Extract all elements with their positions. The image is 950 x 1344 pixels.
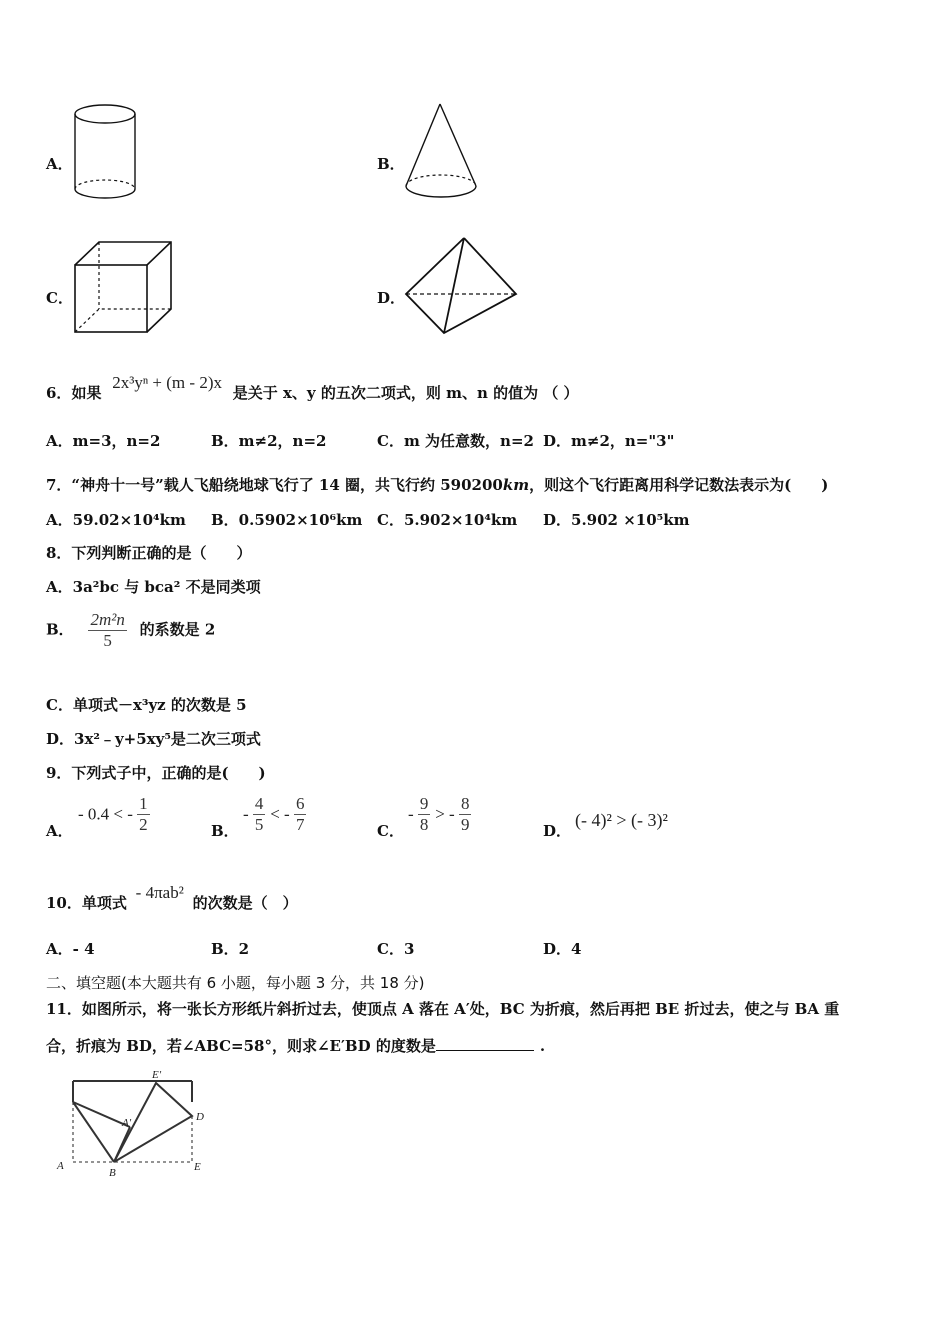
question-7-text-a: 7．“神舟十一号”载人飞船绕地球飞行了 14 圈，共飞行约 590200 bbox=[46, 476, 503, 494]
question-6-option-a: A．m=3，n=2 bbox=[46, 432, 161, 450]
folded-rectangle-figure bbox=[56, 1066, 216, 1178]
question-10-option-a: A．- 4 bbox=[46, 940, 95, 958]
question-6-stem bbox=[46, 373, 579, 403]
question-8-stem: 8．下列判断正确的是（ ） bbox=[46, 544, 252, 562]
question-9-stem: 9．下列式子中，正确的是( ) bbox=[46, 764, 266, 782]
question-9-option-b-label: B． bbox=[211, 822, 239, 840]
question-9-option-d-label: D． bbox=[543, 822, 572, 840]
question-11-line-2 bbox=[46, 1035, 545, 1056]
question-9-option-a-expression: - 0.4 < - $\frac{1}{2}$ bbox=[78, 794, 148, 834]
question-8-option-c: C．单项式－x³yz 的次数是 5 bbox=[46, 696, 247, 714]
question-9-option-a-label: A． bbox=[46, 822, 73, 840]
q5-option-b-label: B． bbox=[377, 155, 405, 173]
question-7-option-b: B．0.5902×10⁶km bbox=[211, 511, 363, 529]
question-6-pre: 如果 bbox=[71, 384, 102, 402]
question-6-option-b: B．m≠2，n=2 bbox=[211, 432, 327, 450]
question-7-unit: km bbox=[502, 476, 530, 494]
question-8-option-d: D．3x²﹣y+5xy⁵是二次三项式 bbox=[46, 730, 261, 748]
question-8-option-b bbox=[46, 610, 215, 651]
figure-label-e-prime: E′ bbox=[152, 1069, 162, 1081]
question-8-option-a: A．3a²bc 与 bca² 不是同类项 bbox=[46, 578, 261, 596]
question-10-option-b: B．2 bbox=[211, 940, 250, 958]
question-8-fraction bbox=[88, 610, 126, 651]
question-6-post: 是关于 x、y 的五次二项式，则 m、n 的值为 （ ） bbox=[232, 384, 579, 402]
question-6-number: 6． bbox=[46, 384, 72, 402]
question-10-option-d: D．4 bbox=[543, 940, 582, 958]
figure-label-e: E bbox=[194, 1161, 201, 1173]
cube-icon bbox=[72, 240, 176, 336]
figure-label-a: A bbox=[57, 1160, 64, 1172]
question-8-fraction-numerator: 2m²n bbox=[90, 610, 125, 629]
question-9-option-c-label: C． bbox=[377, 822, 404, 840]
question-7-option-d: D．5.902 ×10⁵km bbox=[543, 511, 690, 529]
question-8-option-b-text: 的系数是 2 bbox=[139, 620, 216, 639]
question-10-post: 的次数是（ ） bbox=[192, 894, 298, 912]
question-7-text-b: ，则这个飞行距离用科学记数法表示为( ) bbox=[529, 476, 829, 494]
figure-label-b: B bbox=[109, 1167, 116, 1179]
question-10-number: 10．单项式 bbox=[46, 894, 127, 912]
question-10-stem bbox=[46, 883, 298, 913]
figure-label-a-prime: A′ bbox=[122, 1117, 132, 1129]
question-9-option-b-expression: - $\frac{4}{5}$ < - $\frac{6}{7}$ bbox=[243, 794, 305, 834]
q5-option-d-label: D． bbox=[377, 289, 406, 307]
cylinder-icon bbox=[70, 100, 140, 204]
question-6-option-d: D．m≠2，n="3" bbox=[543, 432, 675, 450]
pyramid-icon bbox=[400, 236, 520, 336]
q5-option-a-label: A． bbox=[46, 155, 73, 173]
question-10-option-c: C．3 bbox=[377, 940, 415, 958]
question-8-option-b-label: B． bbox=[46, 620, 74, 639]
question-11-end: . bbox=[539, 1037, 546, 1055]
question-7-option-c: C．5.902×10⁴km bbox=[377, 511, 518, 529]
question-7-stem bbox=[46, 474, 828, 495]
question-9-option-d-expression: (- 4)² > (- 3)² bbox=[575, 810, 668, 830]
section-2-title: 二、填空题(本大题共有 6 小题，每小题 3 分，共 18 分) bbox=[46, 974, 425, 992]
question-7-option-a: A．59.02×10⁴km bbox=[46, 511, 186, 529]
figure-label-d: D bbox=[196, 1111, 204, 1123]
cone-icon bbox=[402, 102, 480, 202]
question-9-option-c-expression: - $\frac{9}{8}$ > - $\frac{8}{9}$ bbox=[408, 794, 470, 834]
answer-blank[interactable] bbox=[436, 1036, 534, 1051]
question-11-text: 合，折痕为 BD，若∠ABC=58°，则求∠E′BD 的度数是 bbox=[46, 1037, 436, 1055]
question-8-fraction-denominator: 5 bbox=[103, 631, 112, 650]
question-6-option-c: C．m 为任意数，n=2 bbox=[377, 432, 534, 450]
question-10-expression: - 4πab² bbox=[135, 883, 184, 902]
q5-option-c-label: C． bbox=[46, 289, 73, 307]
question-11-line-1: 11．如图所示，将一张长方形纸片斜折过去，使顶点 A 落在 A′处，BC 为折痕，然后再把 BE 折过去，使之与 BA 重 bbox=[46, 1000, 840, 1018]
question-6-expression: 2x³yⁿ + (m - 2)x bbox=[112, 373, 222, 392]
